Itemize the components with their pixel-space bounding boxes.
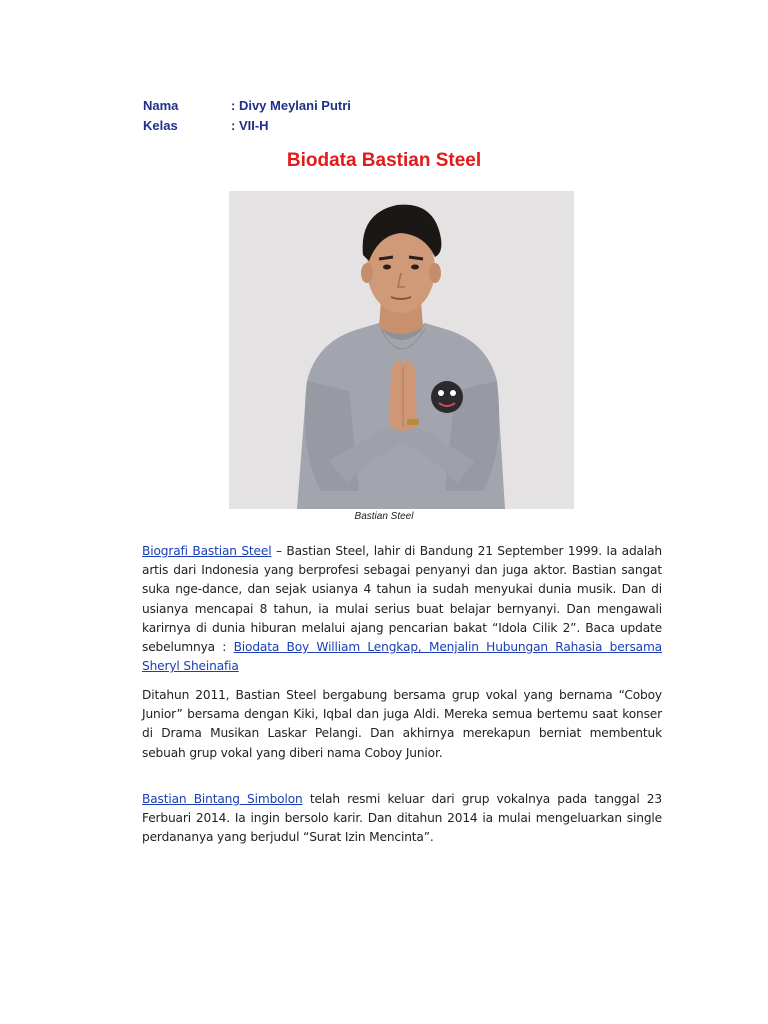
paragraph-biography-text: – Bastian Steel, lahir di Bandung 21 September 1999. Ia adalah artis dari Indonesia yang berprofesi sebagai penyanyi dan juga aktor. Bastian sangat suka nge-dance, dan sejak usianya 4 tahun ia sudah menyukai dunia musik. Dan di usianya mencapai 8 tahun, ia mulai serius buat belajar bernyanyi. Dan mengawali karirnya di dunia hiburan melalui ajang pencarian bakat “Idola Cilik 2”. Baca update sebelumnya : (142, 544, 663, 655)
class-value: : VII-H (231, 118, 269, 133)
paragraph-coboy-junior: Ditahun 2011, Bastian Steel bergabung bersama grup vokal yang bernama “Coboy Junior” bersama dengan Kiki, Iqbal dan juga Aldi. Mereka semua bertemu saat konser di Drama Musikan Laskar Pelangi. Dan akhirnya merekapun berniat membentuk sebuah grup vokal yang diberi nama Coboy Junior. (142, 688, 662, 760)
name-value: : Divy Meylani Putri (231, 98, 351, 113)
link-biografi-bastian-steel[interactable]: Biografi Bastian Steel (142, 544, 272, 558)
class-label: Kelas (143, 118, 178, 133)
paragraph-solo-career-text: telah resmi keluar dari grup vokalnya pada tanggal 23 Ferbuari 2014. Ia ingin bersolo karir. Dan ditahun 2014 ia mulai mengeluarkan single perdananya yang berjudul “Surat Izin Mencinta”. (142, 792, 662, 845)
class-row (143, 116, 351, 136)
student-info (143, 96, 351, 136)
photo-caption: Bastian Steel (354, 511, 414, 522)
name-label: Nama (143, 98, 179, 113)
paragraph-biography (142, 542, 662, 676)
name-row (143, 96, 351, 116)
page-title: Biodata Bastian Steel (286, 150, 482, 171)
portrait-photo (229, 191, 574, 509)
paragraph-solo-career (142, 790, 662, 848)
link-biodata-boy-william[interactable]: Biodata Boy William Lengkap, Menjalin Hubungan Rahasia bersama Sheryl Sheinafia (142, 640, 662, 674)
link-bastian-bintang-simbolon[interactable]: Bastian Bintang Simbolon (142, 792, 303, 806)
portrait-illustration (229, 191, 574, 509)
